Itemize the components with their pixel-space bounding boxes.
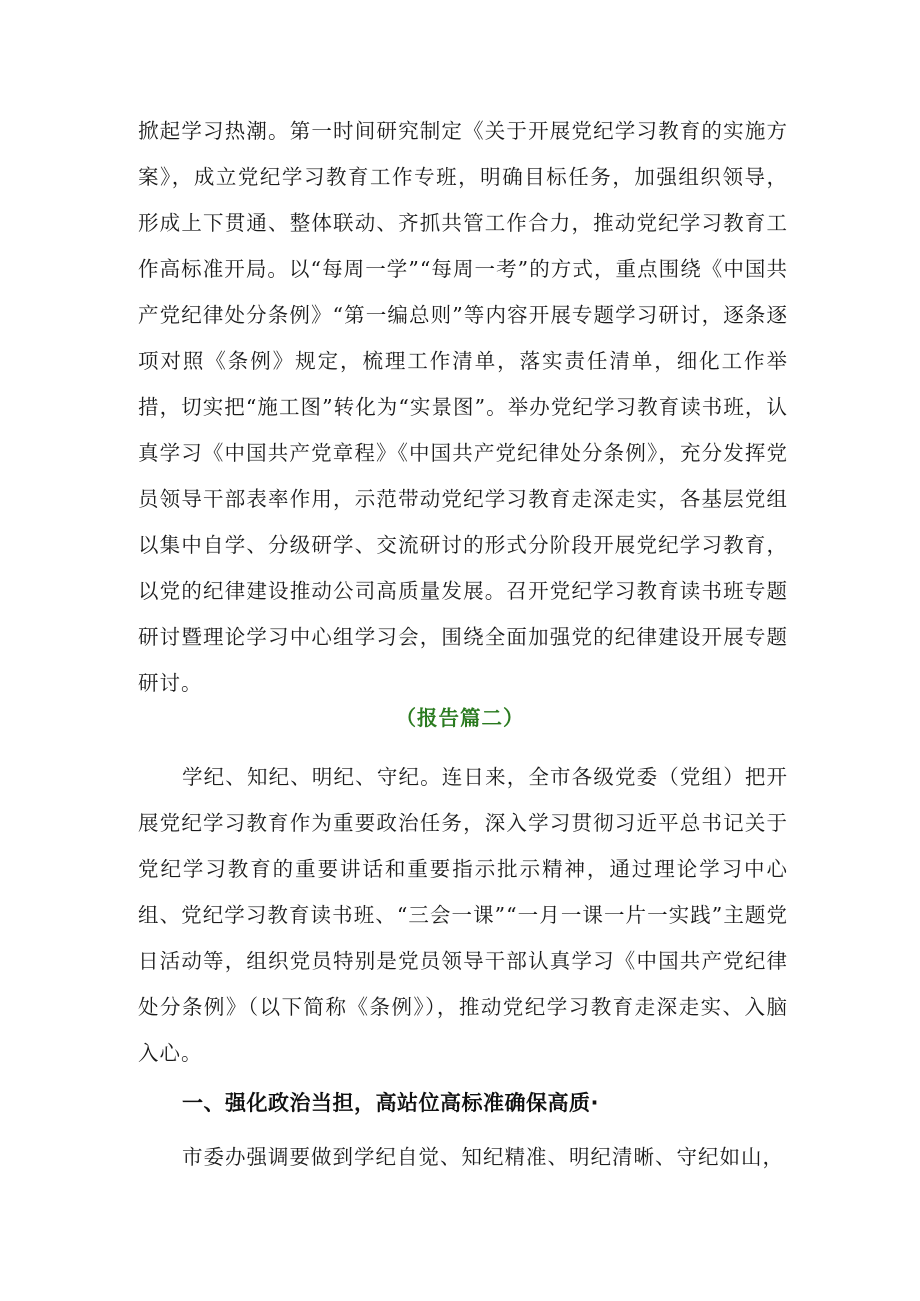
section-subtitle: （报告篇二） xyxy=(395,706,525,730)
body-paragraph-3: 市委办强调要做到学纪自觉、知纪精准、明纪清晰、守纪如山， xyxy=(182,1145,784,1169)
section-heading-1: 一、强化政治当担，高站位高标准确保高质· xyxy=(182,1091,599,1115)
body-paragraph-1: 掀起学习热潮。第一时间研究制定《关于开展党纪学习教育的实施方案》，成立党纪学习教育工作专班，明确目标任务，加强组织领导，形成上下贯通、整体联动、齐抓共管工作合力，推动党纪学习教育工作高标准开局。以“每周一学”“每周一考”的方式，重点围绕《中国共产党纪律处分条例》“第一编总则”等内容开展专题学习研讨，逐条逐项对照《条例》规定，梳理工作清单，落实责任清单，细化工作举措，切实把“施工图”转化为“实景图”。举办党纪学习教育读书班，认真学习《中国共产党章程》《中国共产党纪律处分条例》，充分发挥党员领导干部表率作用，示范带动党纪学习教育走深走实，各基层党组以集中自学、分级研学、交流研讨的形式分阶段开展党纪学习教育，以党的纪律建设推动公司高质量发展。召开党纪学习教育读书班专题研讨暨理论学习中心组学习会，围绕全面加强党的纪律建设开展专题研讨。 xyxy=(138,119,788,695)
body-paragraph-2: 学纪、知纪、明纪、守纪。连日来，全市各级党委（党组）把开展党纪学习教育作为重要政治任务，深入学习贯彻习近平总书记关于党纪学习教育的重要讲话和重要指示批示精神，通过理论学习中心组、党纪学习教育读书班、“三会一课”“一月一课一片一实践”主题党日活动等，组织党员特别是党员领导干部认真学习《中国共产党纪律处分条例》（以下简称《条例》），推动党纪学习教育走深走实、入脑入心。 xyxy=(138,765,788,1065)
